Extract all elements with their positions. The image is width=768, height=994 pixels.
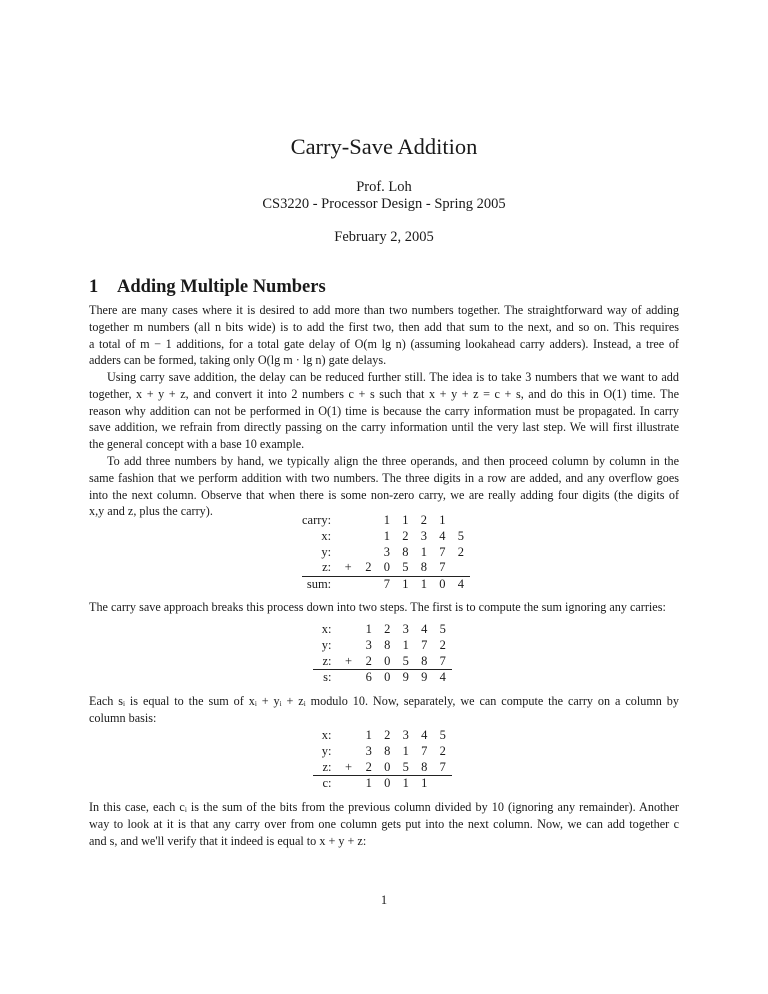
paragraph-line: column basis:: [89, 710, 157, 725]
paragraph-line: same fashion that we perform addition with two numbers. The three digits in a row are added, and any overflow goes: [89, 470, 679, 485]
digit-cell: 0: [384, 759, 391, 774]
page-number: 1: [380, 893, 388, 907]
digit-cell: 0: [433, 577, 452, 593]
digit-cell: 0: [378, 670, 397, 686]
digit-cell: 1: [402, 637, 409, 652]
digit-cell: 7: [439, 759, 446, 774]
digit-cell: 5: [402, 560, 409, 575]
paper-title: Carry-Save Addition: [290, 134, 478, 159]
paragraph-line: In this case, each cᵢ is the sum of the bits from the previous column divided by 10 (ignoring any remainder). Another: [89, 800, 679, 814]
paragraph-line: To add three numbers by hand, we typically align the three operands, and then proceed column by column in the: [107, 454, 679, 468]
digit-cell: 2: [365, 653, 372, 668]
author-line: Prof. Loh: [356, 179, 412, 195]
digit-cell: 1: [383, 528, 391, 543]
row-label: x:: [321, 728, 332, 742]
paragraph-line: Using carry save addition, the delay can be reduced further still. The idea is to take 3 numbers that we want to add: [107, 370, 679, 384]
table-row: [313, 728, 452, 744]
course-line: CS3220 - Processor Design - Spring 2005: [262, 196, 506, 212]
sum-table: [313, 622, 452, 686]
digit-cell: 8: [384, 743, 391, 758]
operator-cell: [338, 728, 360, 744]
section-number: 1: [89, 277, 99, 297]
table-row: [313, 638, 452, 654]
operator-cell: [337, 545, 359, 561]
table-row: [313, 760, 452, 776]
row-label: y:: [321, 743, 332, 758]
digit-cell: 7: [378, 577, 397, 593]
paragraph-line: into the next column. Observe that when there is some non-zero carry, we are really adding four digits (the digits of: [89, 487, 679, 502]
digit-cell: 1: [415, 776, 434, 792]
paragraph-3: [89, 453, 679, 520]
date-line: February 2, 2005: [334, 229, 434, 245]
paragraph-2: [89, 369, 679, 453]
paragraph-1: [89, 302, 679, 369]
digit-cell: 8: [420, 560, 428, 575]
row-label: x:: [321, 528, 332, 543]
digit-cell: 1: [365, 622, 372, 636]
digit-cell: 2: [384, 728, 391, 742]
digit-cell: 7: [439, 653, 446, 668]
paragraph-5: [89, 693, 679, 727]
digit-cell: 2: [457, 544, 465, 559]
paragraph-line: way to look at it is that any carry over from one column gets put into the next column. Now, we can add together c: [89, 816, 679, 831]
digit-cell: 1: [360, 776, 379, 792]
digit-cell: 1: [402, 743, 409, 758]
operator-cell: [337, 529, 359, 545]
digit-cell: 5: [439, 622, 446, 636]
digit-cell: 8: [384, 637, 391, 652]
digit-cell: 7: [439, 544, 446, 559]
row-label: z:: [322, 759, 332, 774]
digit-cell: 9: [397, 670, 416, 686]
digit-cell: 1: [439, 513, 446, 527]
paragraph-6: [89, 799, 679, 849]
paragraph-line: together, x + y + z, and convert it into 2 numbers c + s such that x + y + z = c + s, and do this in O(1) time. The: [89, 386, 679, 401]
addition-table-carry: [302, 513, 470, 593]
operator-cell: [338, 744, 360, 760]
digit-cell: 8: [421, 653, 428, 668]
digit-cell: 3: [383, 544, 391, 559]
digit-cell: 1: [365, 728, 372, 742]
table-row: [313, 670, 452, 686]
row-label: carry:: [302, 513, 332, 527]
digit-cell: 3: [365, 743, 372, 758]
digit-cell: 2: [365, 560, 372, 575]
digit-cell: 7: [421, 637, 428, 652]
digit-cell: 2: [365, 759, 372, 774]
row-label: s:: [313, 670, 338, 686]
operator-cell: [338, 638, 360, 654]
table-row: [302, 577, 470, 593]
digit-cell: [359, 545, 378, 561]
digit-cell: 2: [420, 513, 428, 527]
digit-cell: 7: [421, 743, 428, 758]
section-title: Adding Multiple Numbers: [117, 277, 326, 297]
row-label: y:: [321, 637, 332, 652]
digit-cell: [434, 776, 453, 792]
digit-cell: 0: [378, 776, 397, 792]
digit-cell: 1: [396, 577, 415, 593]
digit-cell: 5: [402, 653, 409, 668]
digit-cell: 1: [402, 513, 409, 527]
row-label: z:: [322, 560, 332, 575]
paragraph-line: x,y and z, plus the carry).: [89, 504, 213, 519]
digit-cell: 1: [383, 513, 391, 527]
row-label: sum:: [302, 577, 337, 593]
digit-cell: 2: [439, 637, 446, 652]
digit-cell: 2: [384, 622, 391, 636]
operator-cell: [338, 776, 360, 792]
operator-cell: +: [344, 759, 353, 774]
digit-cell: 4: [421, 622, 428, 636]
digit-cell: 6: [360, 670, 379, 686]
digit-cell: 8: [421, 759, 428, 774]
digit-cell: [452, 513, 471, 529]
digit-cell: 3: [402, 622, 409, 636]
digit-cell: [359, 513, 378, 529]
operator-cell: [337, 577, 359, 593]
digit-cell: 4: [439, 528, 446, 543]
paragraph-line: the general concept with a base 10 example.: [89, 437, 305, 452]
digit-cell: 9: [415, 670, 434, 686]
row-label: x:: [321, 622, 332, 636]
digit-cell: 2: [439, 743, 446, 758]
digit-cell: 4: [434, 670, 453, 686]
table-row: [313, 654, 452, 670]
row-label: y:: [321, 544, 332, 559]
digit-cell: 5: [439, 728, 446, 742]
digit-cell: 5: [457, 528, 465, 543]
operator-cell: [338, 622, 360, 638]
table-row: [313, 622, 452, 638]
paragraph-line: and s, and we'll verify that it indeed is equal to x + y + z:: [89, 833, 367, 848]
row-label: z:: [322, 653, 332, 668]
digit-cell: 8: [402, 544, 409, 559]
digit-cell: 1: [397, 776, 416, 792]
digit-cell: 1: [415, 577, 434, 593]
row-label: c:: [313, 776, 338, 792]
digit-cell: 0: [384, 653, 391, 668]
digit-cell: [359, 529, 378, 545]
paragraph-line: Each sᵢ is equal to the sum of xᵢ + yᵢ + zᵢ modulo 10. Now, separately, we can compute the carry on a column by: [89, 694, 679, 708]
table-row: [302, 513, 470, 529]
operator-cell: [338, 670, 360, 686]
paragraph-line: together m numbers (all n bits wide) is to add the first two, then add that sum to the next, and so on. This requires: [89, 319, 679, 334]
table-row: [302, 560, 470, 576]
paragraph-line: a total of m − 1 additions, for a total gate delay of O(m lg n) (assuming lookahead carry adders). Instead, a tree of: [89, 336, 679, 351]
paragraph-line: reason why addition can not be performed in O(1) time is because the carry information must be propagated. In carry: [89, 403, 679, 418]
operator-cell: [337, 513, 359, 529]
digit-cell: 4: [421, 728, 428, 742]
table-row: [313, 776, 452, 792]
operator-cell: +: [344, 653, 353, 668]
digit-cell: 5: [402, 759, 409, 774]
paragraph-4: [89, 599, 679, 616]
digit-cell: 0: [383, 560, 391, 575]
operator-cell: +: [344, 560, 352, 575]
digit-cell: 4: [452, 577, 471, 593]
paragraph-line: The carry save approach breaks this process down into two steps. The first is to compute the sum ignoring any carries:: [89, 600, 666, 614]
table-row: [313, 744, 452, 760]
paragraph-line: save addition, we refrain from directly passing on the carry information until the very last step. We will first illustrate: [89, 420, 679, 435]
paragraph-line: There are many cases where it is desired to add more than two numbers together. The straightforward way of adding: [89, 303, 679, 317]
digit-cell: 7: [439, 560, 446, 575]
section-heading: [89, 277, 326, 298]
digit-cell: 3: [365, 637, 372, 652]
digit-cell: 3: [420, 528, 428, 543]
digit-cell: [452, 560, 471, 576]
paragraph-line: adders can be formed, taking only O(lg m · lg n) gate delays.: [89, 353, 387, 368]
table-row: [302, 545, 470, 561]
digit-cell: [359, 577, 378, 593]
table-row: [302, 529, 470, 545]
digit-cell: 2: [402, 528, 409, 543]
digit-cell: 1: [420, 544, 428, 559]
carry-table: [313, 728, 452, 792]
digit-cell: 3: [402, 728, 409, 742]
